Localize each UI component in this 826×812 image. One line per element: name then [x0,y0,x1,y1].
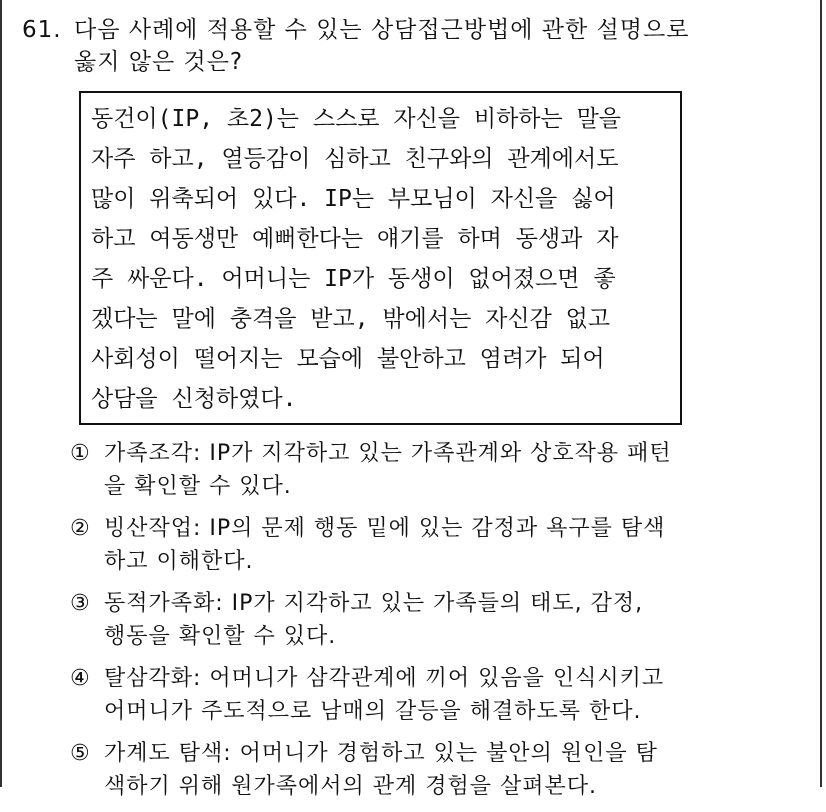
option-marker: ① [70,441,91,466]
option-text-line: 동적가족화: IP가 지각하고 있는 가족들의 태도, 감정, [104,591,644,616]
option-text-line: 빙산작업: IP의 문제 행동 밑에 있는 감정과 욕구를 탐색 [104,516,666,541]
case-line: 주 싸운다. 어머니는 IP가 동생이 없어졌으면 좋 [91,266,616,292]
question-number: 61. [22,17,62,43]
case-line: 하고 여동생만 예뻐한다는 얘기를 하며 동생과 자 [91,226,619,252]
question-stem [22,14,792,78]
option-text-line: 가계도 탐색: 어머니가 경험하고 있는 불안의 원인을 탐 [104,741,658,766]
answer-options [70,437,800,812]
case-line: 많이 위축되어 있다. IP는 부모님이 자신을 싫어 [91,186,616,212]
question-line-1 [22,14,792,46]
answer-option-2[interactable] [70,512,800,578]
case-description-box [79,91,682,425]
option-text-line: 어머니가 주도적으로 남매의 갈등을 해결하도록 한다. [104,699,642,724]
option-text-line: 가족조각: IP가 지각하고 있는 가족관계와 상호작용 패턴 [104,441,672,466]
case-line: 겠다는 말에 충격을 받고, 밖에서는 자신감 없고 [91,306,611,332]
option-text-line: 탈삼각화: 어머니가 삼각관계에 끼어 있음을 인식시키고 [104,666,665,691]
question-text-line-2: 옳지 않은 것은? [74,49,244,75]
answer-option-4[interactable] [70,662,800,728]
option-marker: ⑤ [70,741,91,766]
question-text-line-1: 다음 사례에 적용할 수 있는 상담접근방법에 관한 설명으로 [74,17,690,43]
case-line: 상담을 신청하였다. [91,386,297,412]
case-line: 사회성이 떨어지는 모습에 불안하고 염려가 되어 [91,346,605,372]
option-text-line: 하고 이해한다. [104,549,254,574]
option-marker: ③ [70,591,91,616]
option-text-line: 을 확인할 수 있다. [104,474,292,499]
option-marker: ④ [70,666,91,691]
option-text-line: 행동을 확인할 수 있다. [104,624,337,649]
answer-option-3[interactable] [70,587,800,653]
case-line: 자주 하고, 열등감이 심하고 친구와의 관계에서도 [91,146,619,172]
option-text-line: 색하기 위해 원가족에서의 관계 경험을 살펴본다. [104,774,598,799]
answer-option-1[interactable] [70,437,800,503]
answer-option-5[interactable] [70,737,800,803]
option-marker: ② [70,516,91,541]
case-line: 동건이(IP, 초2)는 스스로 자신을 비하하는 말을 [91,106,622,132]
